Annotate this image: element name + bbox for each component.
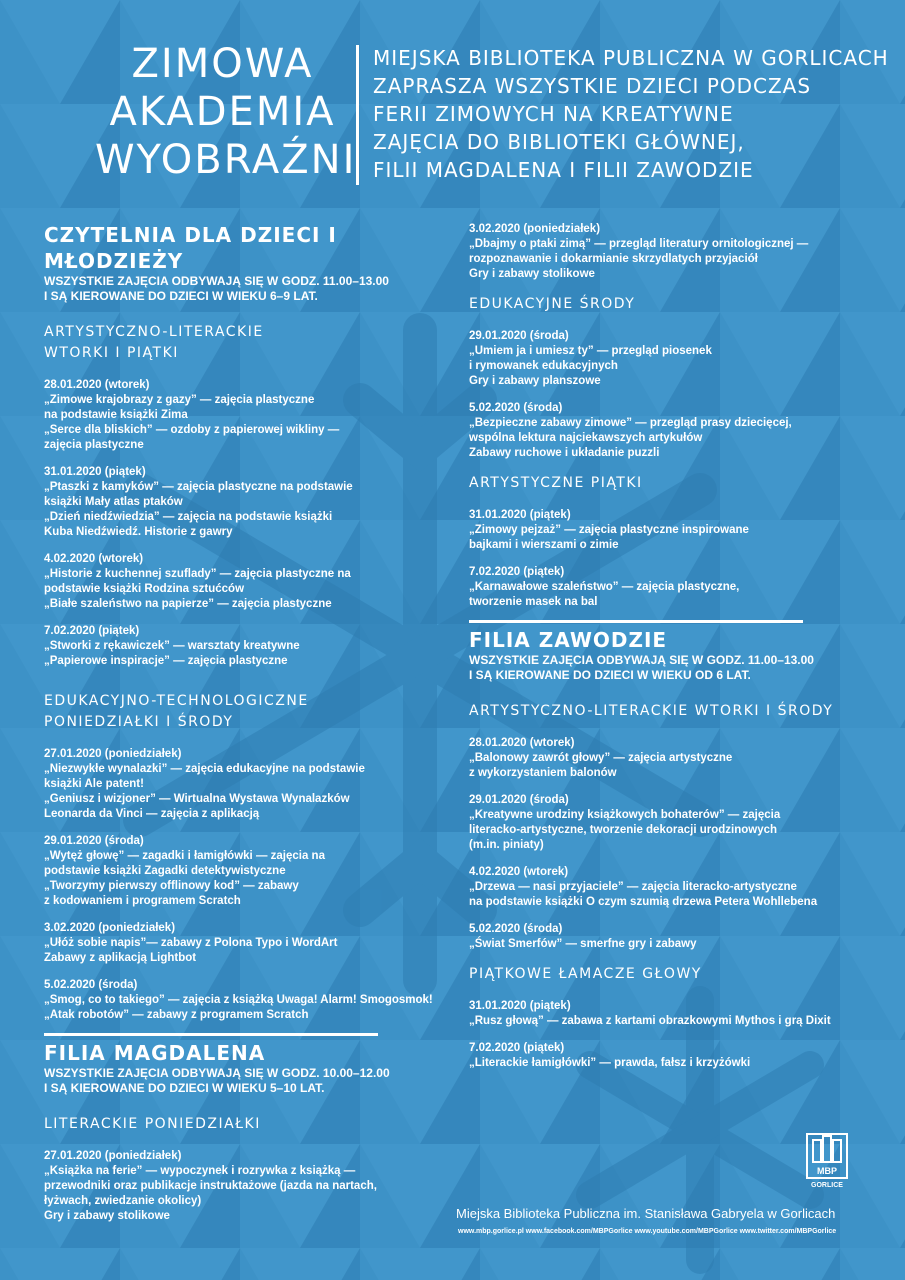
event-line: z kodowaniem i programem Scratch — [44, 895, 241, 907]
event-date: 7.02.2020 (piątek) — [44, 625, 140, 637]
event-item — [44, 378, 444, 453]
subsection-title: ARTYSTYCZNE PIĄTKI — [469, 475, 643, 491]
event-item — [44, 1149, 444, 1224]
intro-line: FILII MAGDALENA I FILII ZAWODZIE — [373, 158, 754, 182]
event-line: „Ułóż sobie napis”— zabawy z Polona Typo i WordArt — [44, 937, 338, 949]
event-list — [469, 736, 889, 952]
event-line: zajęcia plastyczne — [44, 439, 144, 451]
intro-line: ZAPRASZA WSZYSTKIE DZIECI PODCZAS — [373, 74, 812, 98]
event-date: 4.02.2020 (wtorek) — [469, 866, 569, 878]
event-line: łyżwach, zwiedzanie okolicy) — [44, 1195, 202, 1207]
event-list — [44, 747, 444, 1023]
event-item — [469, 1041, 889, 1071]
event-list — [469, 508, 889, 610]
event-line: tworzenie masek na bal — [469, 596, 598, 608]
event-line: literacko-artystyczne, tworzenie dekoracji urodzinowych — [469, 824, 778, 836]
event-list — [44, 378, 444, 669]
event-line: „Balonowy zawrót głowy” — zajęcia artystyczne — [469, 752, 733, 764]
event-list — [44, 1149, 444, 1224]
event-line: Gry i zabawy stolikowe — [469, 268, 595, 280]
event-line: na podstawie książki O czym szumią drzewa Petera Wohllebena — [469, 896, 818, 908]
event-date: 7.02.2020 (piątek) — [469, 566, 565, 578]
event-line: „Tworzymy pierwszy offlinowy kod” — zabawy — [44, 880, 299, 892]
title-line: WYOBRAŹNI — [95, 137, 357, 183]
event-item — [469, 736, 889, 781]
event-item — [44, 465, 444, 540]
event-date: 31.01.2020 (piątek) — [44, 466, 146, 478]
section-info: WSZYSTKIE ZAJĘCIA ODBYWAJĄ SIĘ W GODZ. 11.00–13.00 I SĄ KIEROWANE DO DZIECI W WIEKU OD 6 LAT. — [469, 653, 814, 682]
event-date: 5.02.2020 (środa) — [44, 979, 138, 991]
event-line: „Rusz głową” — zabawa z kartami obrazkowymi Mythos i grą Dixit — [469, 1015, 831, 1027]
event-date: 5.02.2020 (środa) — [469, 402, 563, 414]
event-line: Zabawy ruchowe i układanie puzzli — [469, 447, 660, 459]
event-item — [44, 921, 444, 966]
library-logo — [805, 1130, 849, 1190]
event-item — [44, 834, 444, 909]
event-item — [469, 999, 889, 1029]
event-date: 29.01.2020 (środa) — [44, 835, 144, 847]
subsection-title: EDUKACYJNO-TECHNOLOGICZNE PONIEDZIAŁKI I ŚRODY — [44, 693, 309, 730]
event-line: „Niezwykłe wynalazki” — zajęcia edukacyjne na podstawie — [44, 763, 365, 775]
event-date: 27.01.2020 (poniedziałek) — [44, 1150, 182, 1162]
event-line: podstawie książki Zagadki detektywistyczne — [44, 865, 286, 877]
event-line: „Bezpieczne zabawy zimowe” — przegląd prasy dziecięcej, — [469, 417, 792, 429]
event-date: 7.02.2020 (piątek) — [469, 1042, 565, 1054]
event-date: 28.01.2020 (wtorek) — [469, 737, 575, 749]
event-date: 3.02.2020 (poniedziałek) — [44, 922, 176, 934]
event-date: 4.02.2020 (wtorek) — [44, 553, 144, 565]
event-item — [44, 747, 444, 822]
event-item — [469, 401, 889, 461]
event-line: na podstawie książki Zima — [44, 409, 188, 421]
event-line: bajkami i wierszami o zimie — [469, 539, 619, 551]
event-line: (m.in. piniaty) — [469, 839, 544, 851]
event-list — [469, 222, 889, 282]
event-line: „Stworki z rękawiczek” — warsztaty kreatywne — [44, 640, 300, 652]
section-info: WSZYSTKIE ZAJĘCIA ODBYWAJĄ SIĘ W GODZ. 11.00–13.00 I SĄ KIEROWANE DO DZIECI W WIEKU 6–9 LAT. — [44, 274, 389, 303]
event-line: „Umiem ja i umiesz ty” — przegląd piosenek — [469, 345, 712, 357]
left-column — [44, 222, 444, 1236]
title-line: AKADEMIA — [109, 89, 336, 135]
section-divider — [469, 620, 803, 623]
intro-line: MIEJSKA BIBLIOTEKA PUBLICZNA W GORLICACH — [373, 46, 889, 70]
event-item — [469, 222, 889, 282]
event-item — [44, 552, 444, 612]
section-title: FILIA ZAWODZIE — [469, 628, 668, 652]
event-line: książki Ale patent! — [44, 778, 144, 790]
event-line: „Białe szaleństwo na papierze” — zajęcia plastyczne — [44, 598, 332, 610]
section-title: CZYTELNIA DLA DZIECI I MŁODZIEŻY — [44, 223, 337, 273]
event-date: 27.01.2020 (poniedziałek) — [44, 748, 182, 760]
event-line: „Papierowe inspiracje” — zajęcia plastyczne — [44, 655, 288, 667]
event-item — [469, 922, 889, 952]
event-line: Gry i zabawy planszowe — [469, 375, 601, 387]
event-line: podstawie książki Rodzina sztućców — [44, 583, 245, 595]
event-line: Gry i zabawy stolikowe — [44, 1210, 170, 1222]
event-date: 29.01.2020 (środa) — [469, 794, 569, 806]
section-info: WSZYSTKIE ZAJĘCIA ODBYWAJĄ SIĘ W GODZ. 10.00–12.00 I SĄ KIEROWANE DO DZIECI W WIEKU 5–10 LAT. — [44, 1066, 390, 1095]
event-date: 29.01.2020 (środa) — [469, 330, 569, 342]
event-date: 31.01.2020 (piątek) — [469, 509, 571, 521]
section-divider — [44, 1033, 378, 1036]
main-title — [95, 40, 357, 184]
event-line: „Atak robotów” — zabawy z programem Scratch — [44, 1009, 309, 1021]
subsection-title: PIĄTKOWE ŁAMACZE GŁOWY — [469, 966, 702, 982]
event-line: wspólna lektura najciekawszych artykułów — [469, 432, 703, 444]
event-line: „Dzień niedźwiedzia” — zajęcia na podstawie książki — [44, 511, 333, 523]
event-list — [469, 999, 889, 1071]
event-line: „Książka na ferie” — wypoczynek i rozrywka z książką — — [44, 1165, 356, 1177]
event-item — [469, 565, 889, 610]
event-line: przewodniki oraz publikacje instruktażowe (jazda na nartach, — [44, 1180, 377, 1192]
event-line: „Zimowy pejzaż” — zajęcia plastyczne inspirowane — [469, 524, 749, 536]
event-date: 28.01.2020 (wtorek) — [44, 379, 150, 391]
event-item — [44, 624, 444, 669]
event-line: „Kreatywne urodziny książkowych bohaterów” — zajęcia — [469, 809, 781, 821]
event-line: Kuba Niedźwiedź. Historie z gawry — [44, 526, 233, 538]
logo-text: MBP — [817, 1166, 837, 1176]
event-line: „Geniusz i wizjoner” — Wirtualna Wystawa Wynalazków — [44, 793, 350, 805]
event-line: „Karnawałowe szaleństwo” — zajęcia plastyczne, — [469, 581, 740, 593]
event-line: „Serce dla bliskich” — ozdoby z papierowej wikliny — — [44, 424, 340, 436]
event-list — [469, 329, 889, 461]
event-line: z wykorzystaniem balonów — [469, 767, 617, 779]
right-column — [469, 222, 889, 1083]
intro-line: FERII ZIMOWYCH NA KREATYWNE — [373, 102, 734, 126]
event-date: 3.02.2020 (poniedziałek) — [469, 223, 601, 235]
event-line: „Dbajmy o ptaki zimą” — przegląd literatury ornitologicznej — — [469, 238, 809, 250]
event-line: „Smog, co to takiego” — zajęcia z książką Uwaga! Alarm! Smogosmok! — [44, 994, 433, 1006]
event-line: książki Mały atlas ptaków — [44, 496, 183, 508]
event-line: „Drzewa — nasi przyjaciele” — zajęcia literacko-artystyczne — [469, 881, 797, 893]
header-divider — [356, 45, 359, 185]
event-line: „Wytęż głowę” — zagadki i łamigłówki — zajęcia na — [44, 850, 325, 862]
event-line: „Ptaszki z kamyków” — zajęcia plastyczne na podstawie — [44, 481, 353, 493]
title-line: ZIMOWA — [131, 41, 314, 87]
event-date: 5.02.2020 (środa) — [469, 923, 563, 935]
event-line: „Zimowe krajobrazy z gazy” — zajęcia plastyczne — [44, 394, 315, 406]
event-line: „Literackie łamigłówki” — prawda, fałsz i krzyżówki — [469, 1057, 751, 1069]
event-line: rozpoznawanie i dokarmianie skrzydlatych przyjaciół — [469, 253, 758, 265]
footer-library-name: Miejska Biblioteka Publiczna im. Stanisława Gabryela w Gorlicach — [456, 1206, 836, 1221]
logo-subtext: GORLICE — [811, 1182, 843, 1189]
event-line: Leonarda da Vinci — zajęcia z aplikacją — [44, 808, 260, 820]
intro-line: ZAJĘCIA DO BIBLIOTEKI GŁÓWNEJ, — [373, 130, 745, 154]
subsection-title: ARTYSTYCZNO-LITERACKIE WTORKI I PIĄTKI — [44, 324, 264, 361]
event-line: „Historie z kuchennej szuflady” — zajęcia plastyczne na — [44, 568, 351, 580]
section-title: FILIA MAGDALENA — [44, 1041, 266, 1065]
event-item — [469, 508, 889, 553]
footer-links[interactable]: www.mbp.gorlice.pl www.facebook.com/MBPGorlice www.youtube.com/MBPGorlice www.twitter.com/MBPGorlice — [458, 1228, 837, 1235]
subsection-title: ARTYSTYCZNO-LITERACKIE WTORKI I ŚRODY — [469, 703, 834, 719]
event-item — [469, 329, 889, 389]
event-line: i rymowanek edukacyjnych — [469, 360, 618, 372]
subsection-title: LITERACKIE PONIEDZIAŁKI — [44, 1116, 261, 1132]
event-line: Zabawy z aplikacją Lightbot — [44, 952, 197, 964]
event-item — [469, 793, 889, 853]
event-date: 31.01.2020 (piątek) — [469, 1000, 571, 1012]
intro-text — [373, 44, 893, 184]
event-line: „Świat Smerfów” — smerfne gry i zabawy — [469, 938, 697, 950]
subsection-title: EDUKACYJNE ŚRODY — [469, 296, 636, 312]
event-item — [44, 978, 444, 1023]
event-item — [469, 865, 889, 910]
